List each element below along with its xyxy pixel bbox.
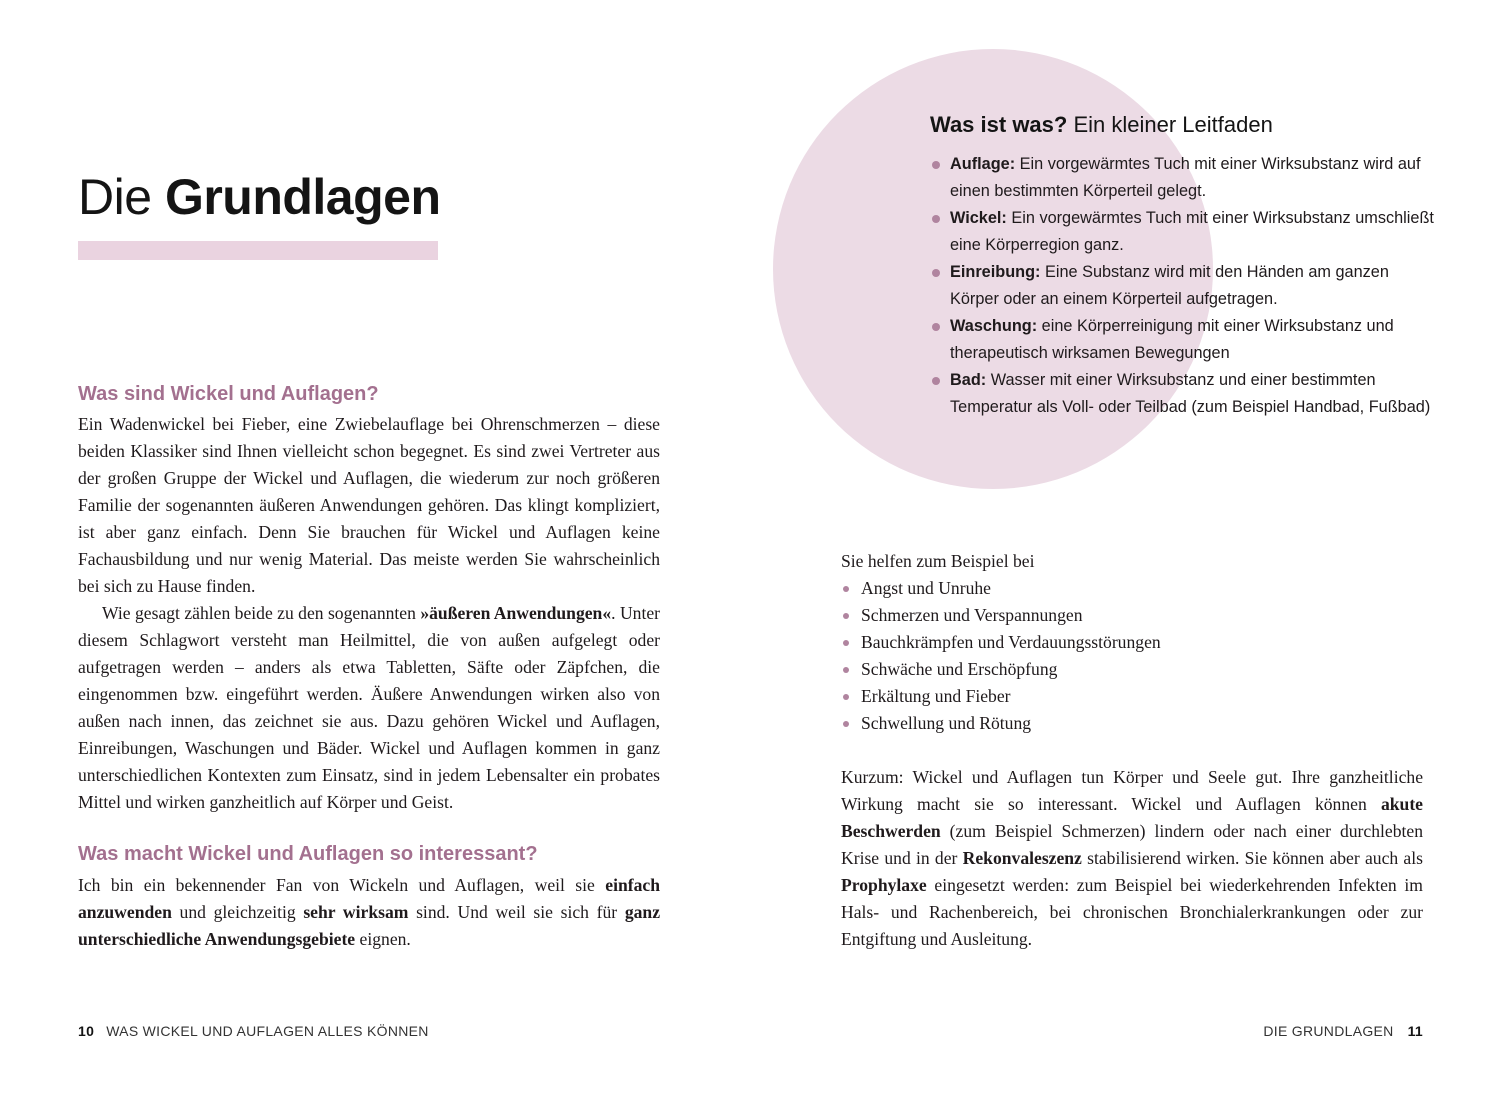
guide-item [930, 313, 1440, 367]
running-title-right: DIE GRUNDLAGEN [1263, 1023, 1394, 1039]
guide-term: Einreibung: [950, 263, 1041, 281]
bold-term: einfach anzuwenden [78, 875, 660, 922]
page-title [78, 168, 441, 226]
guide-term: Auflage: [950, 155, 1016, 173]
guide-term: Wickel: [950, 209, 1007, 227]
bold-term: sehr wirksam [303, 902, 409, 922]
section-heading-why-interesting: Was macht Wickel und Auflagen so interessant? [78, 843, 538, 865]
guide-item [930, 259, 1440, 313]
guide-definition: eine Körperreinigung mit einer Wirksubstanz und therapeutisch wirksamen Bewegungen [950, 317, 1394, 362]
text-run: . Unter diesem Schlagwort versteht man Heilmittel, die von außen aufgelegt oder aufgetragen werden – anders als etwa Tabletten, Säfte oder Zäpfchen, die eingenommen bzw. eingeführt werden. Äußere Anwendungen wirken also von außen nach innen, das zeichnet sie aus. Dazu gehören Wickel und Auflagen, Einreibungen, Waschungen und Bäder. Wickel und Auflagen kommen in ganz unterschiedlichen Kontexten zum Einsatz, sind in jedem Lebensalter ein probates Mittel und wirken ganzheitlich auf Körper und Geist. [78, 603, 660, 812]
title-underline-bar [78, 241, 438, 260]
page-title-light: Die [78, 169, 152, 225]
paragraph-fan [78, 872, 660, 953]
text-run: Ich bin ein bekennender Fan von Wickeln und Auflagen, weil sie [78, 875, 606, 895]
text-run: (zum Beispiel Schmerzen) lindern oder nach einer durchlebten Krise und in der [841, 821, 1423, 868]
running-title-left: WAS WICKEL UND AUFLAGEN ALLES KÖNNEN [106, 1023, 429, 1039]
guide-term: Bad: [950, 371, 987, 389]
bold-term: Prophylaxe [841, 875, 927, 895]
text-run: eingesetzt werden: zum Beispiel bei wiederkehrenden Infekten im Hals- und Rachenbereich, bei chronischen Bronchialerkrankungen oder zur Entgiftung und Ausleitung. [841, 875, 1423, 949]
text-run: eignen. [355, 929, 411, 949]
guide-list [930, 151, 1440, 421]
bold-term: akute Beschwerden [841, 794, 1423, 841]
guide-definition: Eine Substanz wird mit den Händen am ganzen Körper oder an einem Körperteil aufgetragen. [950, 263, 1389, 308]
text-run: Wie gesagt zählen beide zu den sogenannten [102, 603, 421, 623]
help-item: Erkältung und Fieber [841, 683, 1161, 710]
bold-term: »äußeren Anwendungen« [420, 603, 612, 623]
help-item: Schmerzen und Verspannungen [841, 602, 1161, 629]
guide-item [930, 367, 1440, 421]
guide-term: Waschung: [950, 317, 1038, 335]
guide-definition: Ein vorgewärmtes Tuch mit einer Wirksubstanz umschließt eine Körperregion ganz. [950, 209, 1434, 254]
page-title-bold: Grundlagen [164, 169, 441, 225]
guide-title-rest: Ein kleiner Leitfaden [1067, 112, 1273, 137]
text-run: sind. Und weil sie sich für [408, 902, 625, 922]
paragraph-external-applications [78, 600, 660, 816]
guide-title [930, 112, 1273, 138]
footer-right [1263, 1023, 1423, 1039]
text-run: und gleichzeitig [171, 902, 304, 922]
bold-term: ganz unterschiedliche Anwendungsgebiete [78, 902, 660, 949]
page-number-right: 11 [1407, 1023, 1423, 1039]
help-list [841, 575, 1161, 737]
help-intro: Sie helfen zum Beispiel bei [841, 551, 1035, 571]
guide-definition: Ein vorgewärmtes Tuch mit einer Wirksubstanz wird auf einen bestimmten Körperteil gelegt. [950, 155, 1421, 200]
text-run: Kurzum: Wickel und Auflagen tun Körper und Seele gut. Ihre ganzheitliche Wirkung macht sie so interessant. Wickel und Auflagen können [841, 767, 1423, 814]
guide-item [930, 151, 1440, 205]
help-item: Schwellung und Rötung [841, 710, 1161, 737]
help-item: Schwäche und Erschöpfung [841, 656, 1161, 683]
bold-term: Rekonvaleszenz [962, 848, 1082, 868]
guide-definition: Wasser mit einer Wirksubstanz und einer bestimmten Temperatur als Voll- oder Teilbad (zum Beispiel Handbad, Fußbad) [950, 371, 1431, 416]
page-number-left: 10 [78, 1023, 95, 1039]
help-item: Angst und Unruhe [841, 575, 1161, 602]
footer-left [78, 1023, 429, 1039]
help-item: Bauchkrämpfen und Verdauungsstörungen [841, 629, 1161, 656]
text-run: stabilisierend wirken. Sie können aber auch als [1081, 848, 1423, 868]
paragraph-intro: Ein Wadenwickel bei Fieber, eine Zwiebelauflage bei Ohrenschmerzen – diese beiden Klassiker sind Ihnen vielleicht schon begegnet. Es sind zwei Vertreter aus der großen Gruppe der Wickel und Auflagen, die wiederum zur noch größeren Familie der sogenannten äußeren Anwendungen gehören. Das klingt kompliziert, ist aber ganz einfach. Denn Sie brauchen für Wickel und Auflagen keine Fachausbildung und nur wenig Material. Das meiste werden Sie wahrscheinlich bei sich zu Hause finden. [78, 414, 660, 596]
paragraph-summary [841, 764, 1423, 953]
guide-title-bold: Was ist was? [930, 112, 1068, 137]
guide-item [930, 205, 1440, 259]
section-heading-what-are-wraps: Was sind Wickel und Auflagen? [78, 383, 379, 405]
